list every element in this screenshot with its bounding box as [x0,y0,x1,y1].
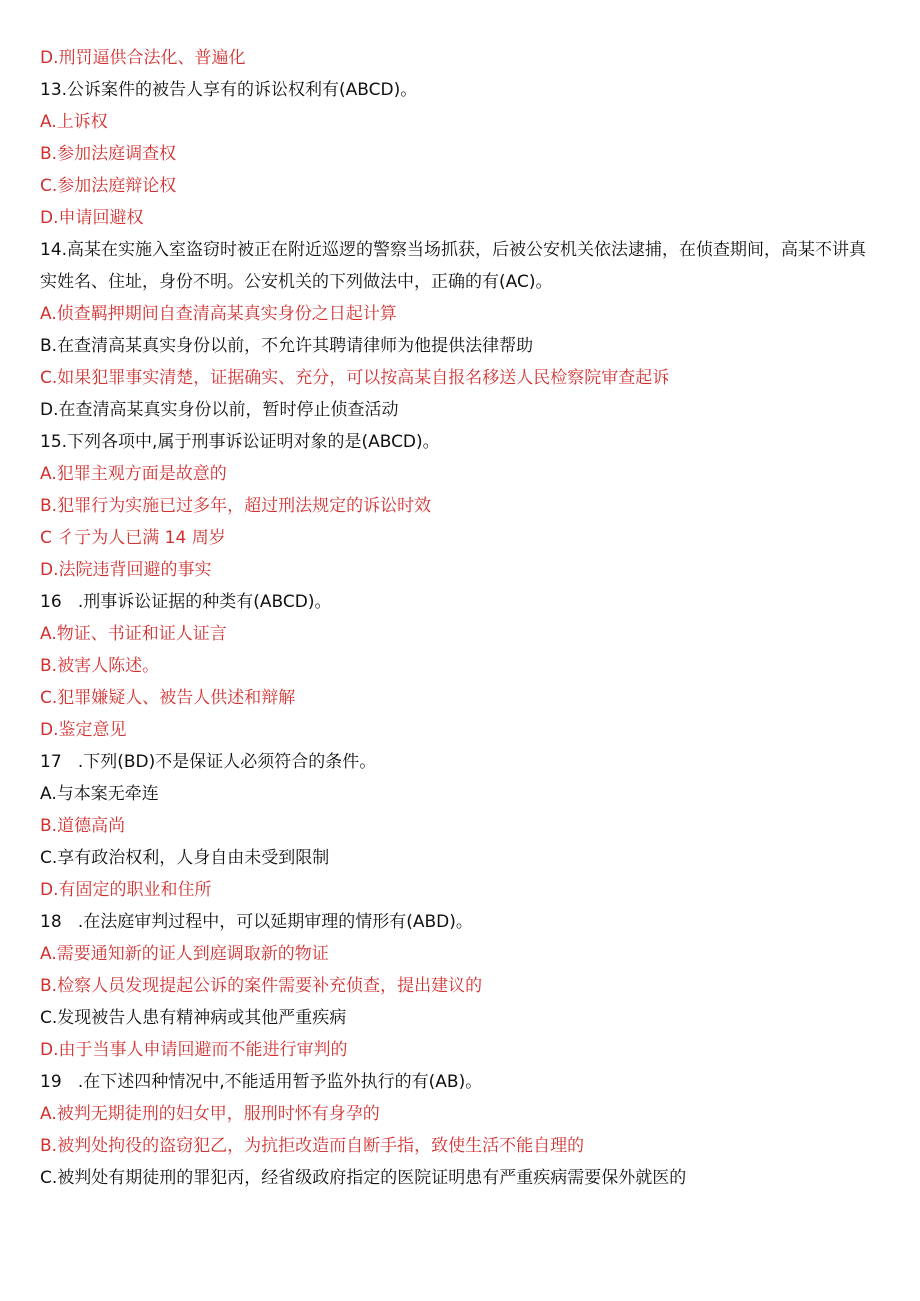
option-line: B.在查清高某真实身份以前，不允许其聘请律师为他提供法律帮助 [40,336,534,356]
option-line: C.参加法庭辩论权 [40,176,177,196]
question-line: 16 .刑事诉讼证据的种类有(ABCD)。 [40,592,332,612]
option-line: A.被判无期徒刑的妇女甲，服刑时怀有身孕的 [40,1104,380,1124]
option-line: D.由于当事人申请回避而不能进行审判的 [40,1040,348,1060]
option-line: C.犯罪嫌疑人、被告人供述和辩解 [40,688,296,708]
option-line: D.鉴定意见 [40,720,127,740]
option-line: D.在查清高某真实身份以前，暂时停止侦查活动 [40,400,399,420]
question-line: 17 .下列(BD)不是保证人必须符合的条件。 [40,752,377,772]
option-line: D.刑罚逼供合法化、普遍化 [40,48,246,68]
question-line: 13.公诉案件的被告人享有的诉讼权利有(ABCD)。 [40,80,418,100]
option-line: D.法院违背回避的事实 [40,560,212,580]
option-line: A.与本案无牵连 [40,784,159,804]
option-line: C.如果犯罪事实清楚，证据确实、充分，可以按高某自报名移送人民检察院审查起诉 [40,368,670,388]
option-line: C.被判处有期徒刑的罪犯丙，经省级政府指定的医院证明患有严重疾病需要保外就医的 [40,1168,687,1188]
option-line: D.申请回避权 [40,208,144,228]
option-line: B.检察人员发现提起公诉的案件需要补充侦查，提出建议的 [40,976,483,996]
question-line: 14.高某在实施入室盗窃时被正在附近巡逻的警察当场抓获，后被公安机关依法逮捕，在侦查期间，高某不讲真实姓名、住址，身份不明。公安机关的下列做法中，正确的有(AC)。 [40,240,867,292]
question-line: 18 .在法庭审判过程中，可以延期审理的情形有(ABD)。 [40,912,473,932]
option-line: C.享有政治权利，人身自由未受到限制 [40,848,330,868]
option-line: C 彳亍为人已满 14 周岁 [40,528,226,548]
option-line: B.犯罪行为实施已过多年，超过刑法规定的诉讼时效 [40,496,432,516]
option-line: A.犯罪主观方面是故意的 [40,464,227,484]
option-line: A.上诉权 [40,112,108,132]
option-line: A.物证、书证和证人证言 [40,624,227,644]
question-line: 15.下列各项中,属于刑事诉讼证明对象的是(ABCD)。 [40,432,440,452]
option-line: B.道德高尚 [40,816,126,836]
option-line: B.参加法庭调查权 [40,144,177,164]
option-line: B.被判处拘役的盗窃犯乙，为抗拒改造而自断手指，致使生活不能自理的 [40,1136,585,1156]
option-line: A.需要通知新的证人到庭调取新的物证 [40,944,329,964]
question-line: 19 .在下述四种情况中,不能适用暂予监外执行的有(AB)。 [40,1072,483,1092]
option-line: C.发现被告人患有精神病或其他严重疾病 [40,1008,347,1028]
option-line: D.有固定的职业和住所 [40,880,212,900]
option-line: A.侦查羁押期间自查清高某真实身份之日起计算 [40,304,397,324]
option-line: B.被害人陈述。 [40,656,160,676]
